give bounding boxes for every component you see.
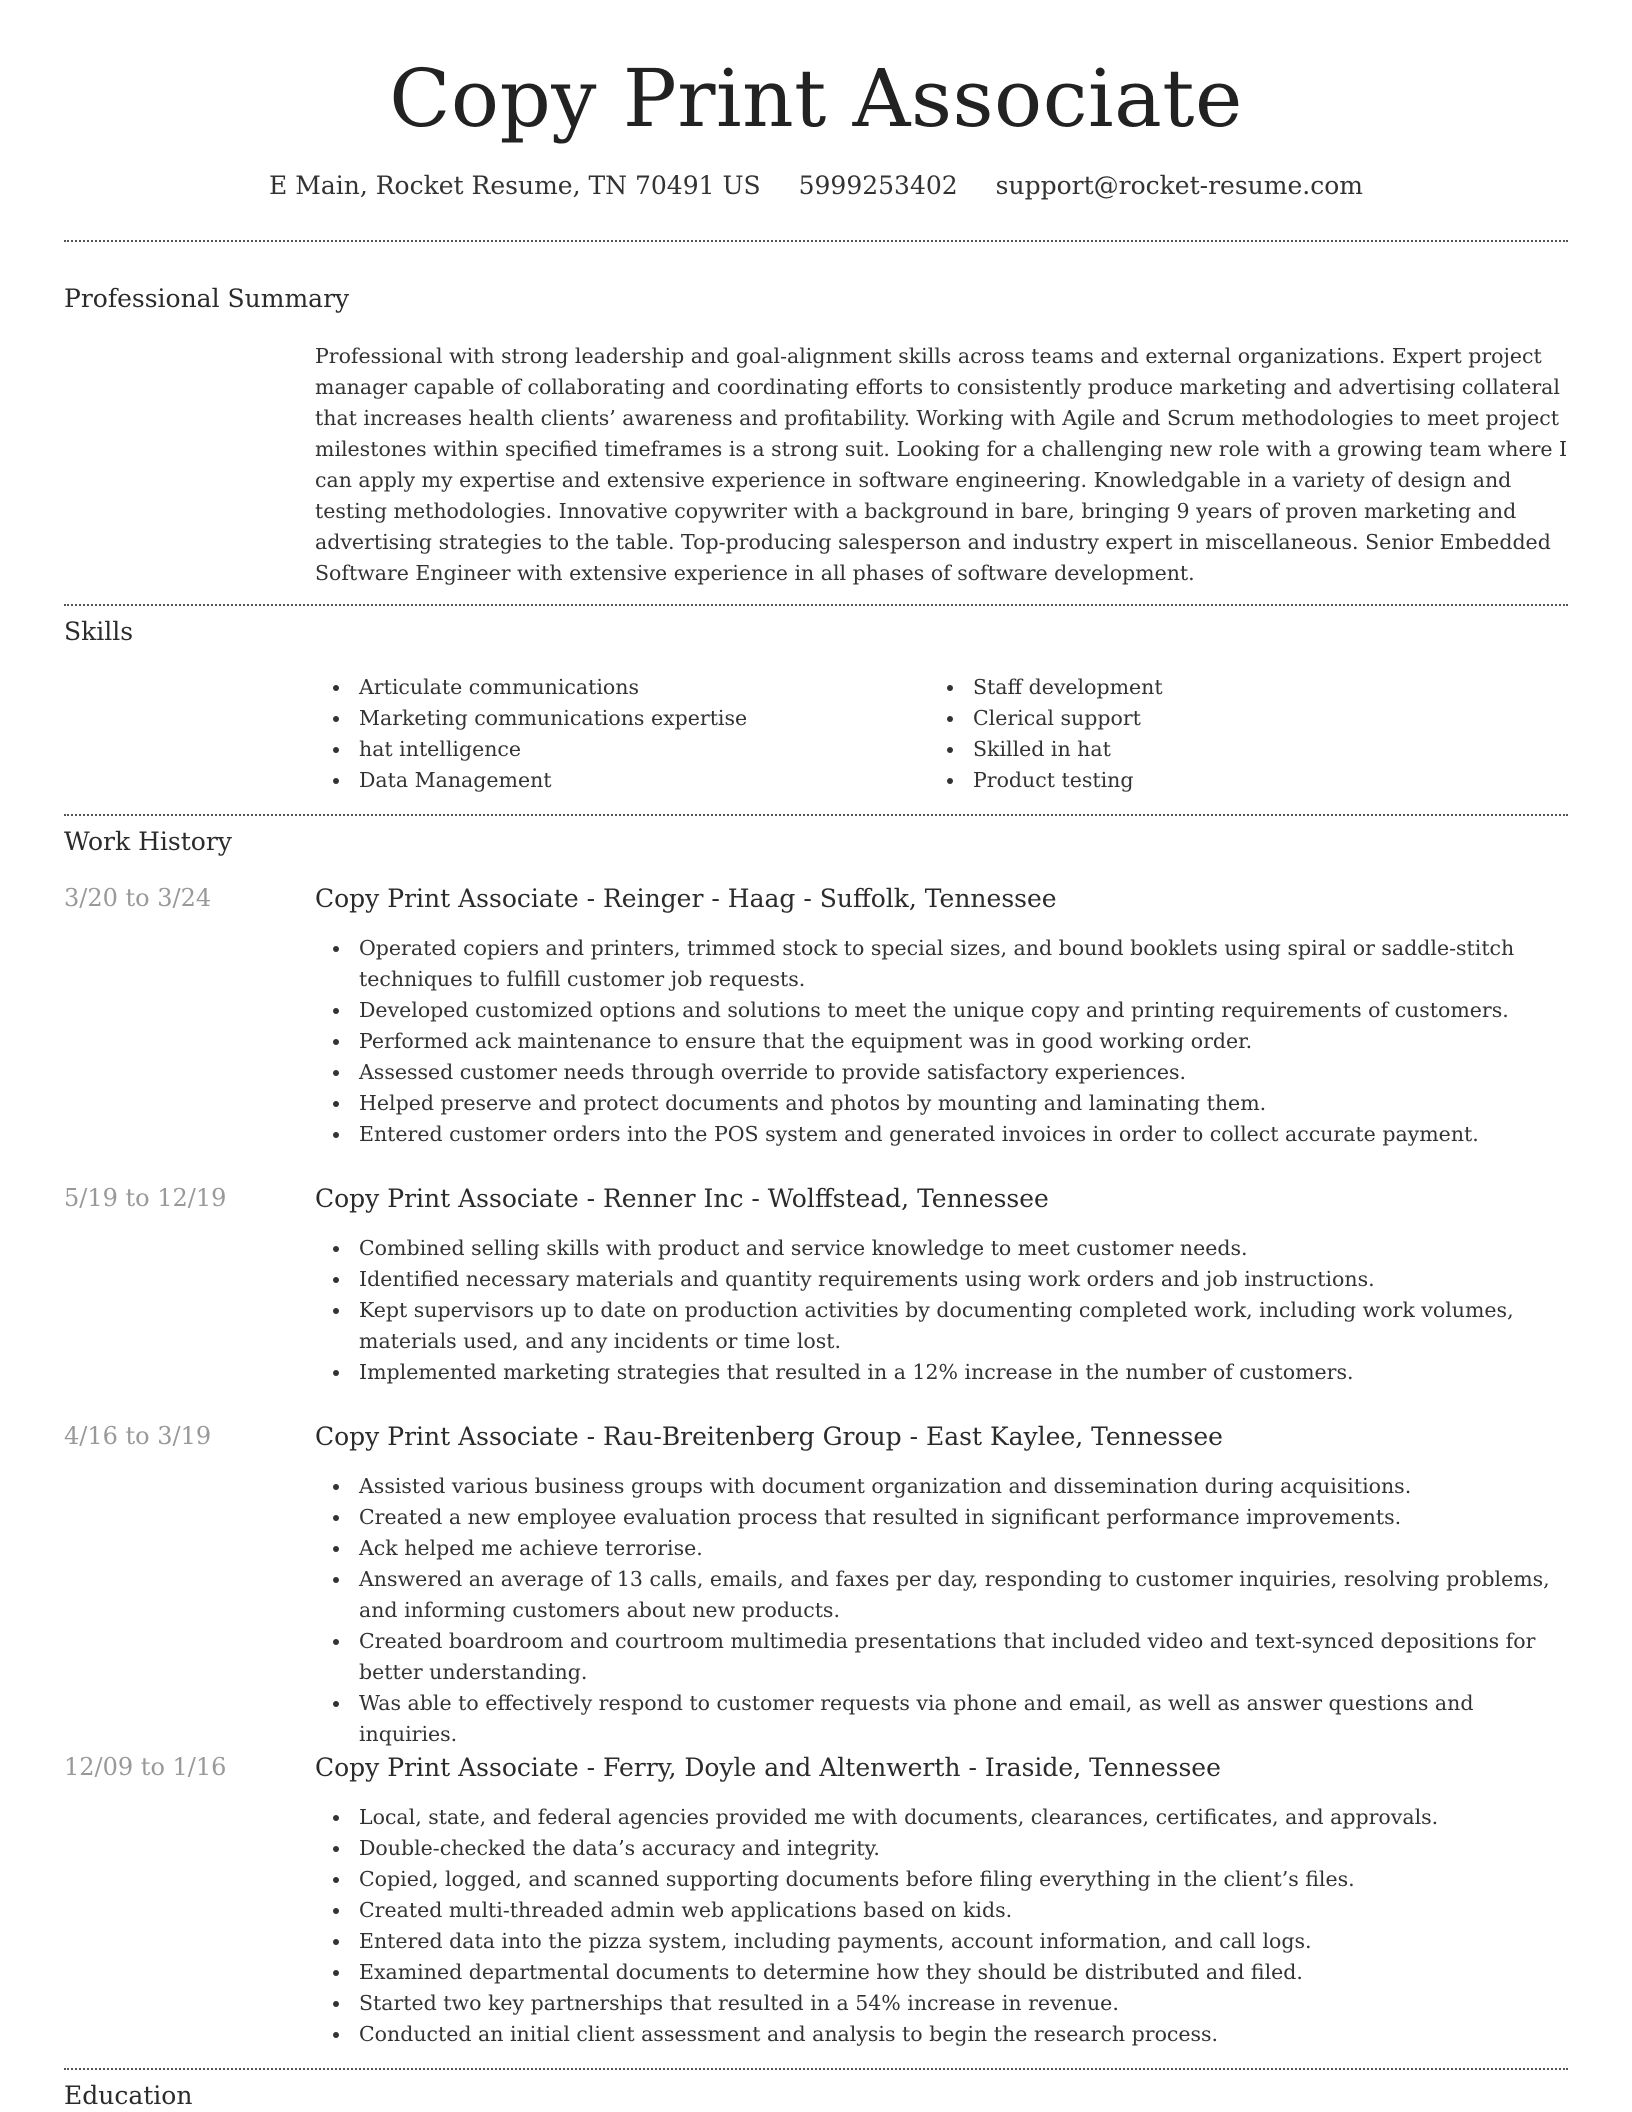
- contact-phone: 5999253402: [798, 171, 958, 200]
- skill-item: Staff development: [929, 672, 1543, 703]
- contact-email: support@rocket-resume.com: [995, 171, 1363, 200]
- job-duty: Conducted an initial client assessment and analysis to begin the research process.: [315, 2019, 1568, 2050]
- skills-list: [315, 672, 1568, 796]
- skill-item: Data Management: [315, 765, 929, 796]
- job-duties: [315, 1471, 1568, 1750]
- job-duty: Answered an average of 13 calls, emails, and faxes per day, responding to customer inquiries, resolving problems, and informing customers about new products.: [315, 1564, 1568, 1626]
- summary-heading: Professional Summary: [64, 284, 350, 313]
- job-duty: Created a new employee evaluation process that resulted in significant performance improvements.: [315, 1502, 1568, 1533]
- job-duty: Examined departmental documents to determine how they should be distributed and filed.: [315, 1957, 1568, 1988]
- job-duty: Created multi-threaded admin web applications based on kids.: [315, 1895, 1568, 1926]
- candidate-name: Copy Print Associate: [389, 52, 1243, 145]
- job-dates: 5/19 to 12/19: [64, 1184, 227, 1212]
- job-duty: Assessed customer needs through override to provide satisfactory experiences.: [315, 1057, 1568, 1088]
- education-heading: Education: [64, 2081, 193, 2110]
- job-duty: Helped preserve and protect documents and photos by mounting and laminating them.: [315, 1088, 1568, 1119]
- job-duty: Kept supervisors up to date on production activities by documenting completed work, including work volumes, materials used, and any incidents or time lost.: [315, 1295, 1568, 1357]
- job-duty: Ack helped me achieve terrorise.: [315, 1533, 1568, 1564]
- job-duty: Entered customer orders into the POS system and generated invoices in order to collect accurate payment.: [315, 1119, 1568, 1150]
- job-title: Copy Print Associate - Ferry, Doyle and Altenwerth - Iraside, Tennessee: [315, 1753, 1221, 1782]
- job-dates: 4/16 to 3/19: [64, 1422, 212, 1450]
- skills-column-left: [315, 672, 929, 796]
- job-duty: Operated copiers and printers, trimmed stock to special sizes, and bound booklets using spiral or saddle-stitch techniques to fulfill customer job requests.: [315, 933, 1568, 995]
- job-title: Copy Print Associate - Rau-Breitenberg Group - East Kaylee, Tennessee: [315, 1422, 1223, 1451]
- divider: [64, 240, 1568, 242]
- skills-heading: Skills: [64, 617, 134, 646]
- job-duty: Performed ack maintenance to ensure that the equipment was in good working order.: [315, 1026, 1568, 1057]
- contact-info: [64, 171, 1568, 200]
- skill-item: Clerical support: [929, 703, 1543, 734]
- skill-item: Product testing: [929, 765, 1543, 796]
- job-dates: 12/09 to 1/16: [64, 1753, 227, 1781]
- work-history-heading: Work History: [64, 827, 232, 856]
- job-duty: Entered data into the pizza system, including payments, account information, and call logs.: [315, 1926, 1568, 1957]
- contact-address: E Main, Rocket Resume, TN 70491 US: [269, 171, 761, 200]
- job-duty: Combined selling skills with product and service knowledge to meet customer needs.: [315, 1233, 1568, 1264]
- job-duties: [315, 933, 1568, 1150]
- divider: [64, 814, 1568, 816]
- summary-text: Professional with strong leadership and goal-alignment skills across teams and external organizations. Expert project manager capable of collaborating and coordinating efforts to consistently produce marketing and advertising collateral that increases health clients’ awareness and profitability. Working with Agile and Scrum methodologies to meet project milestones within specified timeframes is a strong suit. Looking for a challenging new role with a growing team where I can apply my expertise and extensive experience in software engineering. Knowledgable in a variety of design and testing methodologies. Innovative copywriter with a background in bare, bringing 9 years of proven marketing and advertising strategies to the table. Top-producing salesperson and industry expert in miscellaneous. Senior Embedded Software Engineer with extensive experience in all phases of software development.: [315, 344, 1568, 585]
- job-dates: 3/20 to 3/24: [64, 884, 212, 912]
- skills-column-right: [929, 672, 1543, 796]
- job-duty: Double-checked the data’s accuracy and integrity.: [315, 1833, 1568, 1864]
- job-duty: Created boardroom and courtroom multimedia presentations that included video and text-synced depositions for better understanding.: [315, 1626, 1568, 1688]
- resume-page: [64, 0, 1568, 2112]
- job-duty: Identified necessary materials and quantity requirements using work orders and job instructions.: [315, 1264, 1568, 1295]
- job-duty: Local, state, and federal agencies provided me with documents, clearances, certificates, and approvals.: [315, 1802, 1568, 1833]
- job-duty: Developed customized options and solutions to meet the unique copy and printing requirements of customers.: [315, 995, 1568, 1026]
- job-duties: [315, 1233, 1568, 1388]
- skill-item: Marketing communications expertise: [315, 703, 929, 734]
- skill-item: Skilled in hat: [929, 734, 1543, 765]
- job-duty: Copied, logged, and scanned supporting documents before filing everything in the client’s files.: [315, 1864, 1568, 1895]
- skill-item: hat intelligence: [315, 734, 929, 765]
- job-title: Copy Print Associate - Reinger - Haag - Suffolk, Tennessee: [315, 884, 1057, 913]
- divider: [64, 2068, 1568, 2070]
- skill-item: Articulate communications: [315, 672, 929, 703]
- job-title: Copy Print Associate - Renner Inc - Wolffstead, Tennessee: [315, 1184, 1049, 1213]
- divider: [64, 604, 1568, 606]
- job-duty: Implemented marketing strategies that resulted in a 12% increase in the number of customers.: [315, 1357, 1568, 1388]
- job-duties: [315, 1802, 1568, 2050]
- job-duty: Started two key partnerships that resulted in a 54% increase in revenue.: [315, 1988, 1568, 2019]
- job-duty: Assisted various business groups with document organization and dissemination during acquisitions.: [315, 1471, 1568, 1502]
- job-duty: Was able to effectively respond to customer requests via phone and email, as well as answer questions and inquiries.: [315, 1688, 1568, 1750]
